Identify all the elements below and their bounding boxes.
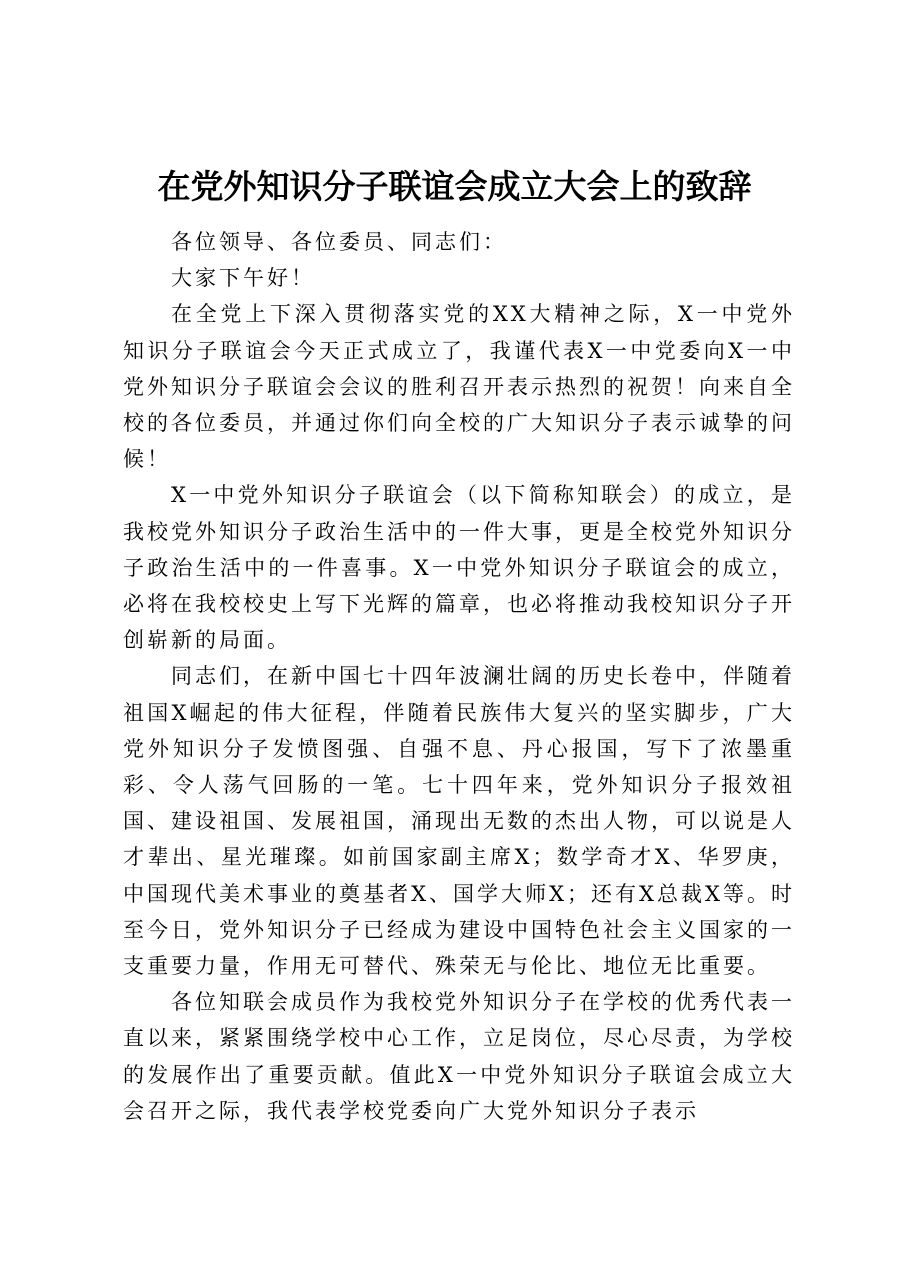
document-body [123, 224, 795, 1129]
body-paragraph: 在全党上下深入贯彻落实党的XX大精神之际，X一中党外知识分子联谊会今天正式成立了，我谨代表X一中党委向X一中党外知识分子联谊会会议的胜利召开表示热烈的祝贺！向来自全校的各位委员，并通过你们向全校的广大知识分子表示诚挚的问候！ [123, 302, 795, 472]
document-title: 在党外知识分子联谊会成立大会上的致辞 [157, 167, 752, 206]
salutation-paragraph: 各位领导、各位委员、同志们： [171, 230, 507, 254]
body-paragraph: 各位知联会成员作为我校党外知识分子在学校的优秀代表一直以来，紧紧围绕学校中心工作，立足岗位，尽心尽责，为学校的发展作出了重要贡献。值此X一中党外知识分子联谊会成立大会召开之际，我代表学校党委向广大党外知识分子表示 [123, 990, 795, 1123]
greeting-paragraph: 大家下午好！ [171, 266, 315, 291]
body-paragraph: 同志们，在新中国七十四年波澜壮阔的历史长卷中，伴随着祖国X崛起的伟大征程，伴随着民族伟大复兴的坚实脚步，广大党外知识分子发愤图强、自强不息、丹心报国，写下了浓墨重彩、令人荡气回肠的一笔。七十四年来，党外知识分子报效祖国、建设祖国、发展祖国，涌现出无数的杰出人物，可以说是人才辈出、星光璀璨。如前国家副主席X；数学奇才X、华罗庚，中国现代美术事业的奠基者X、国学大师X；还有X总裁X等。时至今日，党外知识分子已经成为建设中国特色社会主义国家的一支重要力量，作用无可替代、殊荣无与伦比、地位无比重要。 [123, 664, 795, 979]
body-paragraph: X一中党外知识分子联谊会（以下简称知联会）的成立，是我校党外知识分子政治生活中的一件大事，更是全校党外知识分子政治生活中的一件喜事。X一中党外知识分子联谊会的成立，必将在我校校史上写下光辉的篇章，也必将推动我校知识分子开创崭新的局面。 [123, 483, 795, 653]
